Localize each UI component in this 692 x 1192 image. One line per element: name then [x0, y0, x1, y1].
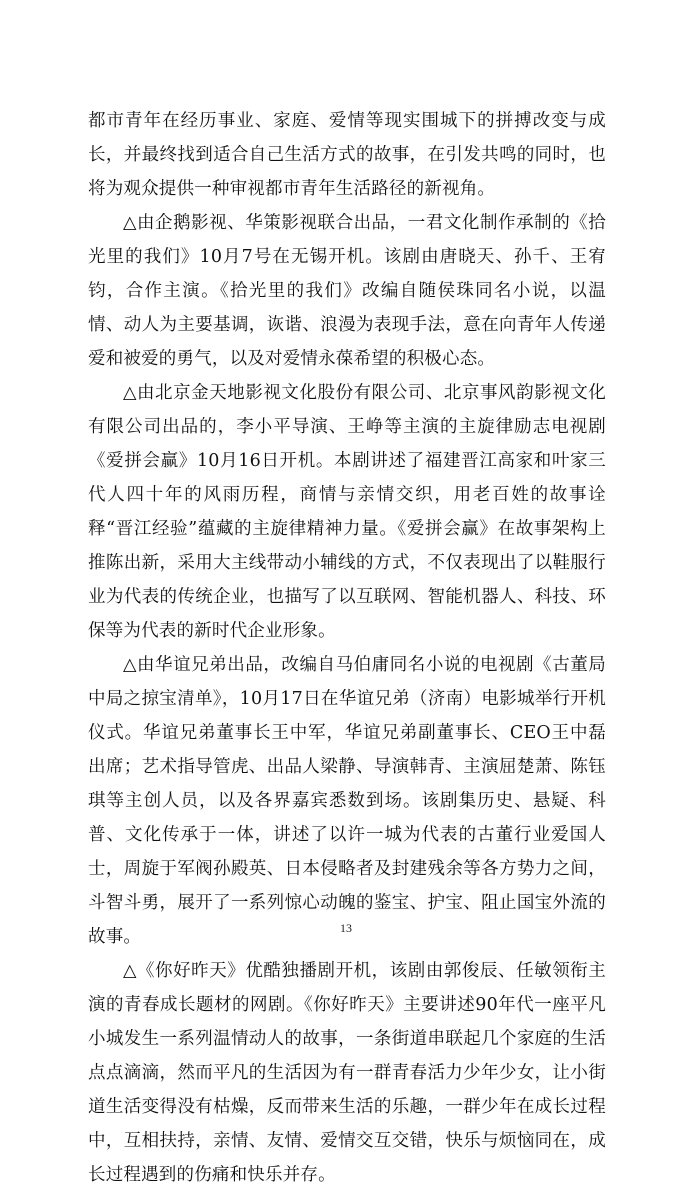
paragraph-nihaozuotian: △《你好昨天》优酷独播剧开机，该剧由郭俊辰、任敏领衔主演的青春成长题材的网剧。《你好昨天》主要讲述90年代一座平凡小城发生一系列温情动人的故事，一条街道串联起几个家庭的生活点点滴滴，然而平凡的生活因为有一群青春活力少年少女，让小街道生活变得没有枯燥，反而带来生活的乐趣，一群少年在成长过程中，互相扶持，亲情、友情、爱情交互交错，快乐与烦恼同在，成长过程遇到的伤痛和快乐并存。 — [88, 961, 606, 1185]
paragraph-intro: 都市青年在经历事业、家庭、爱情等现实围城下的拼搏改变与成长，并最终找到适合自己生活方式的故事，在引发共鸣的同时，也将为观众提供一种审视都市青年生活路径的新视角。 — [88, 111, 606, 199]
document-body — [88, 104, 606, 1192]
page-number: 13 — [340, 921, 352, 935]
paragraph-aipinhuiying: △由北京金天地影视文化股份有限公司、北京事风韵影视文化有限公司出品的，李小平导演、王峥等主演的主旋律励志电视剧《爱拼会赢》10月16日开机。本剧讲述了福建晋江高家和叶家三代人四十年的风雨历程，商情与亲情交织，用老百姓的故事诠释“晋江经验”蕴藏的主旋律精神力量。《爱拼会赢》在故事架构上推陈出新，采用大主线带动小辅线的方式，不仅表现出了以鞋服行业为代表的传统企业，也描写了以互联网、智能机器人、科技、环保等为代表的新时代企业形象。 — [88, 383, 606, 641]
paragraph-gudongjuzhongju: △由华谊兄弟出品，改编自马伯庸同名小说的电视剧《古董局中局之掠宝清单》，10月17日在华谊兄弟（济南）电影城举行开机仪式。华谊兄弟董事长王中军，华谊兄弟副董事长、CEO王中磊出席；艺术指导管虎、出品人梁静、导演韩青、主演屈楚萧、陈钰琪等主创人员，以及各界嘉宾悉数到场。该剧集历史、悬疑、科普、文化传承于一体，讲述了以许一城为代表的古董行业爱国人士，周旋于军阀孙殿英、日本侵略者及封建残余等各方势力之间，斗智斗勇，展开了一系列惊心动魄的鉴宝、护宝、阻止国宝外流的故事。 — [88, 655, 606, 947]
paragraph-shiguangli: △由企鹅影视、华策影视联合出品，一君文化制作承制的《拾光里的我们》10月7号在无锡开机。该剧由唐晓天、孙千、王宥钧，合作主演。《拾光里的我们》改编自随侯珠同名小说，以温情、动人为主要基调，诙谐、浪漫为表现手法，意在向青年人传递爱和被爱的勇气，以及对爱情永葆希望的积极心态。 — [88, 213, 606, 369]
